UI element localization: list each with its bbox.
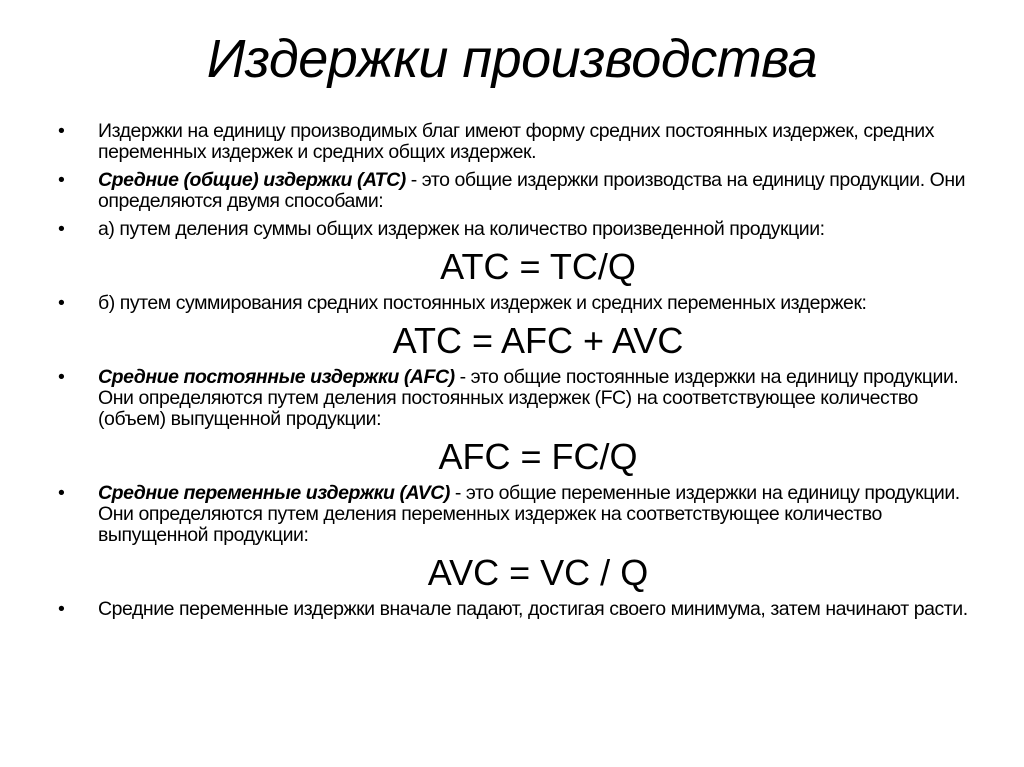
- bullet-text: - это общие постоянные издержки на единицу продукции. Они определяются путем деления постоянных издержек (FC) на соответствующее количество (объем) выпущенной продукции:: [98, 366, 959, 430]
- bullet-item: [58, 483, 978, 546]
- bullet-item: [58, 121, 978, 163]
- term: Средние переменные издержки (AVC): [98, 482, 450, 504]
- bullet-text: - это общие переменные издержки на единицу продукции. Они определяются путем деления переменных издержек на соответствующее количество выпущенной продукции:: [98, 482, 960, 546]
- bullet-icon: •: [58, 169, 65, 191]
- bullet-text: - это общие издержки производства на единицу продукции. Они определяются двумя способами:: [98, 169, 966, 212]
- bullet-item: [58, 170, 978, 212]
- bullet-item: [58, 599, 978, 620]
- bullet-item: [58, 293, 978, 314]
- formula-atc-sum: ATC = AFC + AVC: [392, 320, 684, 361]
- bullet-icon: •: [58, 598, 65, 620]
- bullet-text: б) путем суммирования средних постоянных издержек и средних переменных издержек:: [98, 292, 867, 314]
- bullet-icon: •: [58, 292, 65, 314]
- bullet-icon: •: [58, 218, 65, 240]
- bullet-icon: •: [58, 366, 65, 388]
- bullet-text: Средние переменные издержки вначале падают, достигая своего минимума, затем начинают расти.: [98, 598, 968, 620]
- term: Средние постоянные издержки (AFC): [98, 366, 455, 388]
- formula-atc-tc: ATC = TC/Q: [440, 246, 636, 287]
- slide-title: Издержки производства: [206, 29, 818, 89]
- formula-afc: AFC = FC/Q: [438, 436, 638, 477]
- bullet-text: Издержки на единицу производимых благ имеют форму средних постоянных издержек, средних переменных издержек и средних общих издержек.: [98, 120, 935, 163]
- formula-avc: AVC = VC / Q: [427, 552, 649, 593]
- term: Средние (общие) издержки (АТС): [98, 169, 406, 191]
- bullet-item: [58, 219, 978, 240]
- bullet-icon: •: [58, 120, 65, 142]
- bullet-icon: •: [58, 482, 65, 504]
- bullet-item: [58, 367, 978, 430]
- slide-content: [58, 121, 978, 627]
- bullet-text: а) путем деления суммы общих издержек на количество произведенной продукции:: [98, 218, 825, 240]
